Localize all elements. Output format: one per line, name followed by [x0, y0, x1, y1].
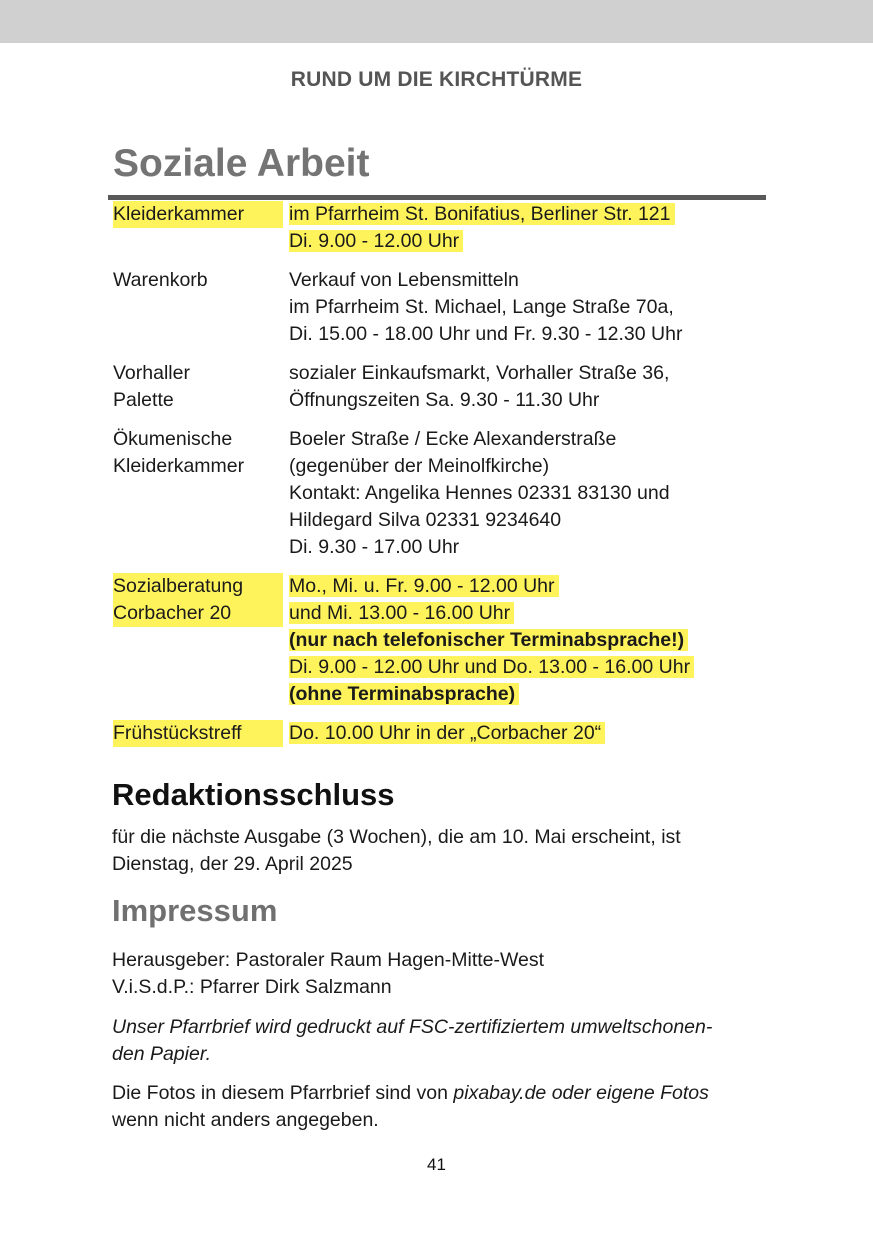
impressum-publisher: Herausgeber: Pastoraler Raum Hagen-Mitte-West — [112, 949, 545, 971]
entry-label-line: Kleiderkammer — [113, 455, 245, 477]
entry-detail-line: Di. 9.30 - 17.00 Uhr — [289, 536, 460, 558]
entry-detail-line: Öffnungszeiten Sa. 9.30 - 11.30 Uhr — [289, 389, 600, 411]
paper-note-line: Unser Pfarrbrief wird gedruckt auf FSC-zertifiziertem umweltschonen- — [112, 1016, 713, 1038]
photos-prefix: Die Fotos in diesem Pfarrbrief sind von — [112, 1082, 454, 1104]
entry-label-line: Vorhaller — [113, 362, 190, 384]
redaktionsschluss-text — [112, 824, 772, 878]
redaktionsschluss-line: Dienstag, der 29. April 2025 — [112, 853, 353, 875]
entry-vorhaller-palette — [113, 360, 773, 414]
entry-details — [289, 360, 773, 414]
impressum-publisher-block — [112, 947, 772, 1001]
entry-detail-line: Di. 9.00 - 12.00 Uhr — [289, 230, 463, 252]
entry-details — [289, 573, 773, 708]
impressum-paper-note — [112, 1014, 772, 1068]
entry-details — [289, 201, 773, 255]
services-list — [113, 201, 773, 759]
entry-label — [113, 720, 283, 747]
photos-suffix: wenn nicht anders angegeben. — [112, 1109, 379, 1131]
entry-detail-line: Di. 9.00 - 12.00 Uhr und Do. 13.00 - 16.00 Uhr — [289, 656, 694, 678]
entry-label — [113, 267, 283, 294]
photos-note-line — [112, 1080, 772, 1107]
entry-detail-line: im Pfarrheim St. Michael, Lange Straße 70a, — [289, 296, 674, 318]
entry-detail-line: und Mi. 13.00 - 16.00 Uhr — [289, 602, 514, 624]
entry-label-line: Warenkorb — [113, 269, 208, 291]
section-title: Soziale Arbeit — [113, 142, 370, 185]
impressum-visdp: V.i.S.d.P.: Pfarrer Dirk Salzmann — [112, 976, 392, 998]
entry-detail-line: Boeler Straße / Ecke Alexanderstraße — [289, 428, 617, 450]
entry-label — [113, 360, 283, 414]
entry-detail-note: (nur nach telefonischer Terminabsprache!) — [289, 629, 688, 651]
entry-label — [113, 201, 283, 228]
entry-label-line: Frühstückstreff — [113, 720, 283, 747]
entry-warenkorb — [113, 267, 773, 348]
entry-label — [113, 426, 283, 480]
entry-detail-line: Kontakt: Angelika Hennes 02331 83130 und — [289, 482, 670, 504]
redaktionsschluss-heading: Redaktionsschluss — [112, 777, 395, 812]
running-header: RUND UM DIE KIRCHTÜRME — [290, 68, 583, 91]
redaktionsschluss-line: für die nächste Ausgabe (3 Wochen), die am 10. Mai erscheint, ist — [112, 826, 681, 848]
entry-label-line: Kleiderkammer — [113, 201, 283, 228]
entry-label-line: Ökumenische — [113, 428, 233, 450]
title-rule — [108, 195, 766, 200]
impressum-photos-note — [112, 1080, 772, 1134]
entry-detail-line: Hildegard Silva 02331 9234640 — [289, 509, 562, 531]
entry-label — [113, 573, 283, 627]
impressum-heading: Impressum — [112, 893, 278, 928]
entry-detail-note: (ohne Terminabsprache) — [289, 683, 519, 705]
entry-label-line: Sozialberatung — [113, 573, 283, 600]
entry-detail-line: Mo., Mi. u. Fr. 9.00 - 12.00 Uhr — [289, 575, 559, 597]
entry-details — [289, 267, 773, 348]
entry-detail-line: (gegenüber der Meinolfkirche) — [289, 455, 550, 477]
entry-detail-line: Verkauf von Lebensmitteln — [289, 269, 519, 291]
entry-fruehstueckstreff — [113, 720, 773, 747]
paper-note-line: den Papier. — [112, 1043, 212, 1065]
entry-detail-line: Di. 15.00 - 18.00 Uhr und Fr. 9.30 - 12.30 Uhr — [289, 323, 683, 345]
entry-detail-line: Do. 10.00 Uhr in der „Corbacher 20“ — [289, 722, 605, 744]
photos-source: pixabay.de oder eigene Fotos — [453, 1082, 709, 1104]
page-number: 41 — [427, 1155, 446, 1174]
entry-details — [289, 426, 773, 561]
entry-oekumenische-kleiderkammer — [113, 426, 773, 561]
entry-detail-line: im Pfarrheim St. Bonifatius, Berliner Str. 121 — [289, 203, 675, 225]
entry-details — [289, 720, 773, 747]
entry-sozialberatung — [113, 573, 773, 708]
entry-label-line: Palette — [113, 389, 174, 411]
entry-kleiderkammer — [113, 201, 773, 255]
top-gray-band — [0, 0, 873, 43]
entry-label-line: Corbacher 20 — [113, 600, 283, 627]
entry-detail-line: sozialer Einkaufsmarkt, Vorhaller Straße 36, — [289, 362, 670, 384]
